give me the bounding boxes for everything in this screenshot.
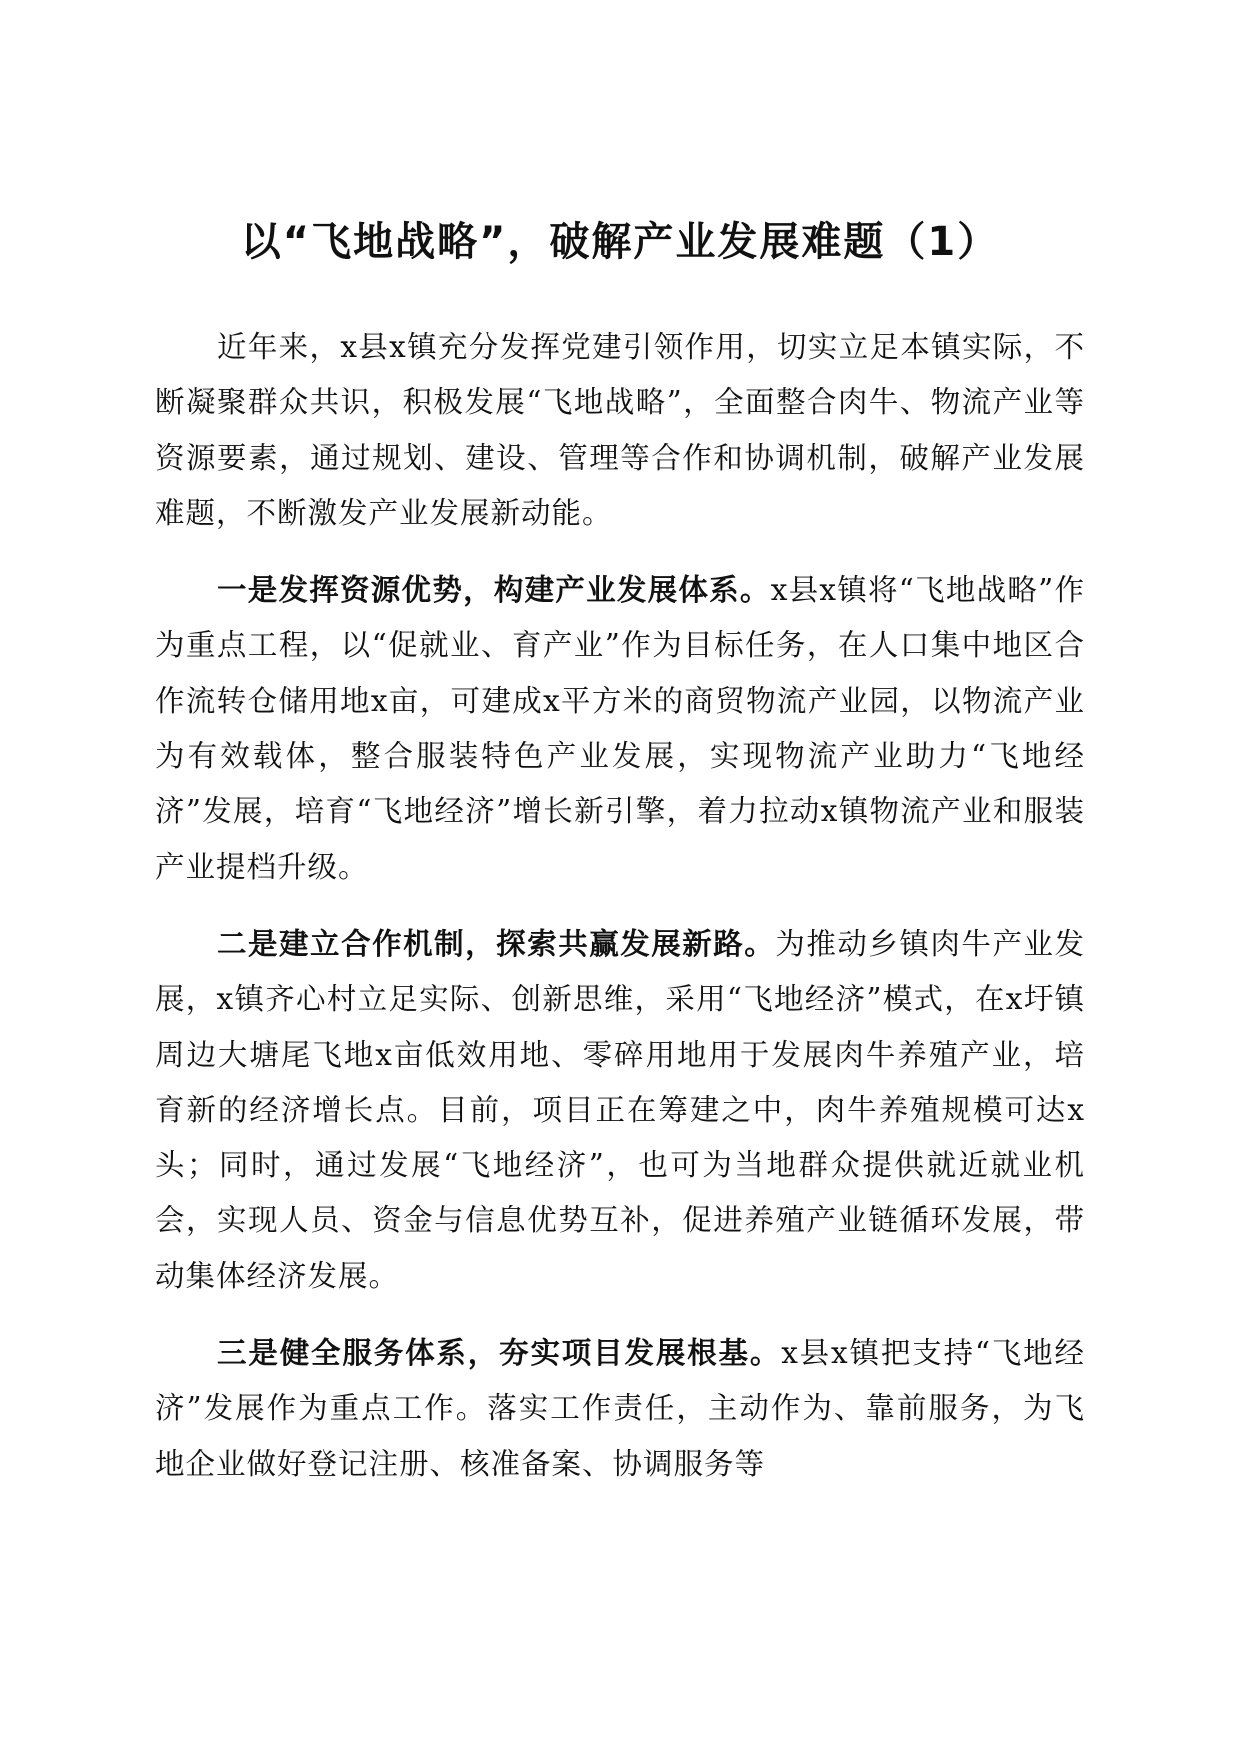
paragraph-point-1-text: x县x镇将“飞地战略”作为重点工程，以“促就业、育产业”作为目标任务，在人口集中地区合作流转仓储用地x亩，可建成x平方米的商贸物流产业园，以物流产业为有效载体，整合服装特色产业发展，实现物流产业助力“飞地经济”发展，培育“飞地经济”增长新引擎，着力拉动x镇物流产业和服装产业提档升级。 [155,573,1085,884]
paragraph-point-2 [155,917,1085,1304]
paragraph-point-1 [155,563,1085,895]
document-body [155,320,1085,1492]
paragraph-point-3-text: x县x镇把支持“飞地经济”发展作为重点工作。落实工作责任，主动作为、靠前服务，为飞地企业做好登记注册、核准备案、协调服务等 [155,1336,1085,1481]
paragraph-intro [155,320,1085,541]
paragraph-point-1-lead: 一是发挥资源优势，构建产业发展体系。 [217,573,771,608]
paragraph-point-3 [155,1326,1085,1492]
paragraph-intro-text: 近年来，x县x镇充分发挥党建引领作用，切实立足本镇实际，不断凝聚群众共识，积极发展“飞地战略”，全面整合肉牛、物流产业等资源要素，通过规划、建设、管理等合作和协调机制，破解产业发展难题，不断激发产业发展新动能。 [155,330,1085,530]
paragraph-point-3-lead: 三是健全服务体系，夯实项目发展根基。 [217,1336,782,1371]
document-title: 以“飞地战略”，破解产业发展难题（1） [240,219,1000,265]
paragraph-point-2-text: 为推动乡镇肉牛产业发展，x镇齐心村立足实际、创新思维，采用“飞地经济”模式，在x圩镇周边大塘尾飞地x亩低效用地、零碎用地用于发展肉牛养殖产业，培育新的经济增长点。目前，项目正在筹建之中，肉牛养殖规模可达x头；同时，通过发展“飞地经济”，也可为当地群众提供就近就业机会，实现人员、资金与信息优势互补，促进养殖产业链循环发展，带动集体经济发展。 [155,926,1085,1293]
paragraph-point-2-lead: 二是建立合作机制，探索共赢发展新路。 [217,926,776,961]
